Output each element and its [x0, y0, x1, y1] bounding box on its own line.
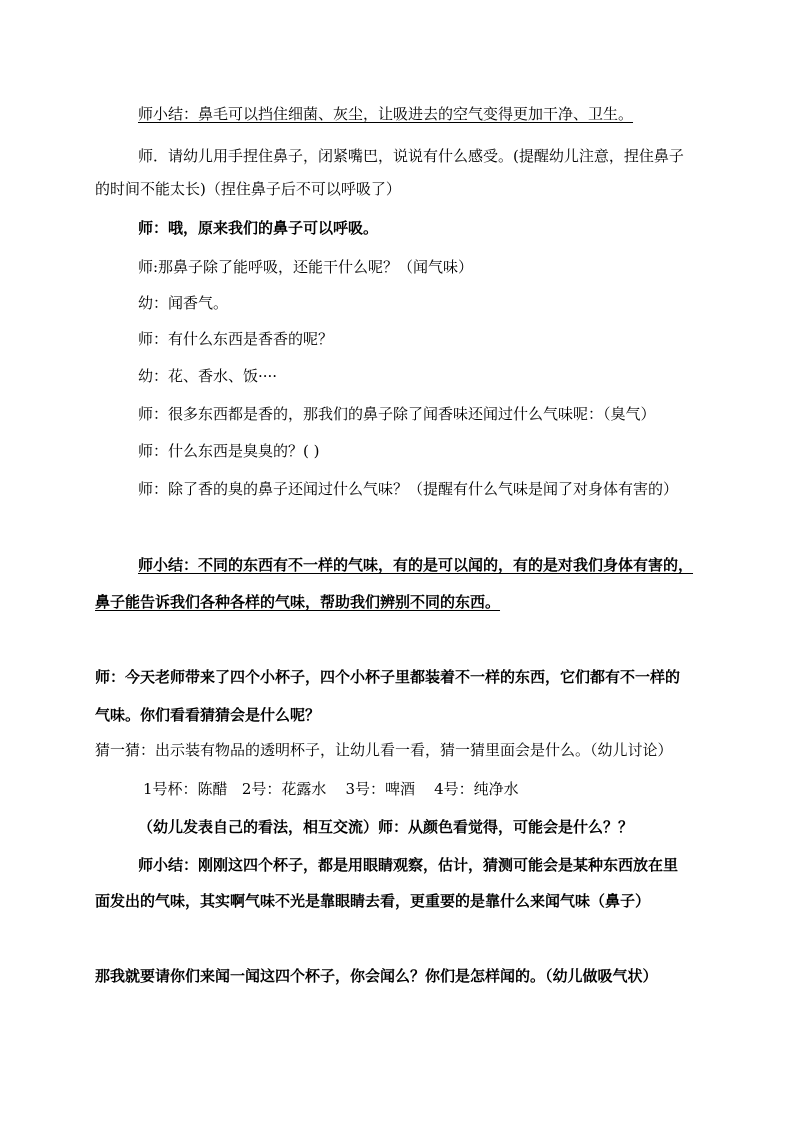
paragraph-pinch-nose: 师．请幼儿用手捏住鼻子，闭紧嘴巴，说说有什么感受。(提醒幼儿注意，捏住鼻子 — [138, 147, 684, 165]
teacher-line-four-cups-cont: 气味。你们看看猜猜会是什么呢？ — [95, 706, 321, 724]
child-line-fragrance: 幼：闻香气。 — [138, 294, 229, 312]
cup-list: 1号杯：陈醋 2号：花露水 3号：啤酒 4号：纯净水 — [143, 780, 519, 798]
summary-different-smells-cont: 鼻子能告诉我们各种各样的气味，帮助我们辨别不同的东西。 — [95, 593, 501, 611]
teacher-line-harmful-smells: 师：除了香的臭的鼻子还闻过什么气味？（提醒有什么气味是闻了对身体有害的） — [138, 480, 679, 498]
teacher-line-breathe: 师：哦，原来我们的鼻子可以呼吸。 — [138, 219, 379, 237]
teacher-line-question: 师:那鼻子除了能呼吸，还能干什么呢？（闻气味） — [138, 258, 474, 276]
teacher-line-fragrant-things: 师：有什么东西是香香的呢？ — [138, 330, 334, 348]
guess-activity: 猜一猜：出示装有物品的透明杯子，让幼儿看一看，猜一猜里面会是什么。（幼儿讨论） — [95, 741, 673, 759]
teacher-line-four-cups: 师：今天老师带来了四个小杯子，四个小杯子里都装着不一样的东西，它们都有不一样的 — [95, 668, 681, 686]
summary-observe-cups-cont: 面发出的气味，其实啊气味不光是靠眼睛去看，更重要的是靠什么来闻气味（鼻子） — [95, 892, 651, 910]
summary-different-smells: 师小结：不同的东西有不一样的气味，有的是可以闻的，有的是对我们身体有害的， — [138, 556, 694, 574]
paragraph-pinch-nose-cont: 的时间不能太长)（捏住鼻子后不可以呼吸了） — [95, 180, 401, 198]
summary-nose-hair: 师小结：鼻毛可以挡住细菌、灰尘，让吸进去的空气变得更加干净、卫生。 — [138, 105, 634, 123]
child-line-examples: 幼：花、香水、饭···· — [138, 367, 278, 385]
children-discussion: （幼儿发表自己的看法，相互交流）师：从颜色看觉得，可能会是什么？？ — [138, 818, 634, 836]
teacher-line-smelly-things: 师：什么东西是臭臭的？( ) — [138, 442, 320, 460]
summary-observe-cups: 师小结：刚刚这四个杯子，都是用眼睛观察，估计，猜测可能会是某种东西放在里 — [138, 856, 679, 874]
teacher-line-other-smells: 师：很多东西都是香的，那我们的鼻子除了闻香味还闻过什么气味呢：（臭气） — [138, 405, 656, 423]
teacher-line-smell-cups: 那我就要请你们来闻一闻这四个杯子，你会闻么？你们是怎样闻的。（幼儿做吸气状） — [95, 967, 658, 985]
